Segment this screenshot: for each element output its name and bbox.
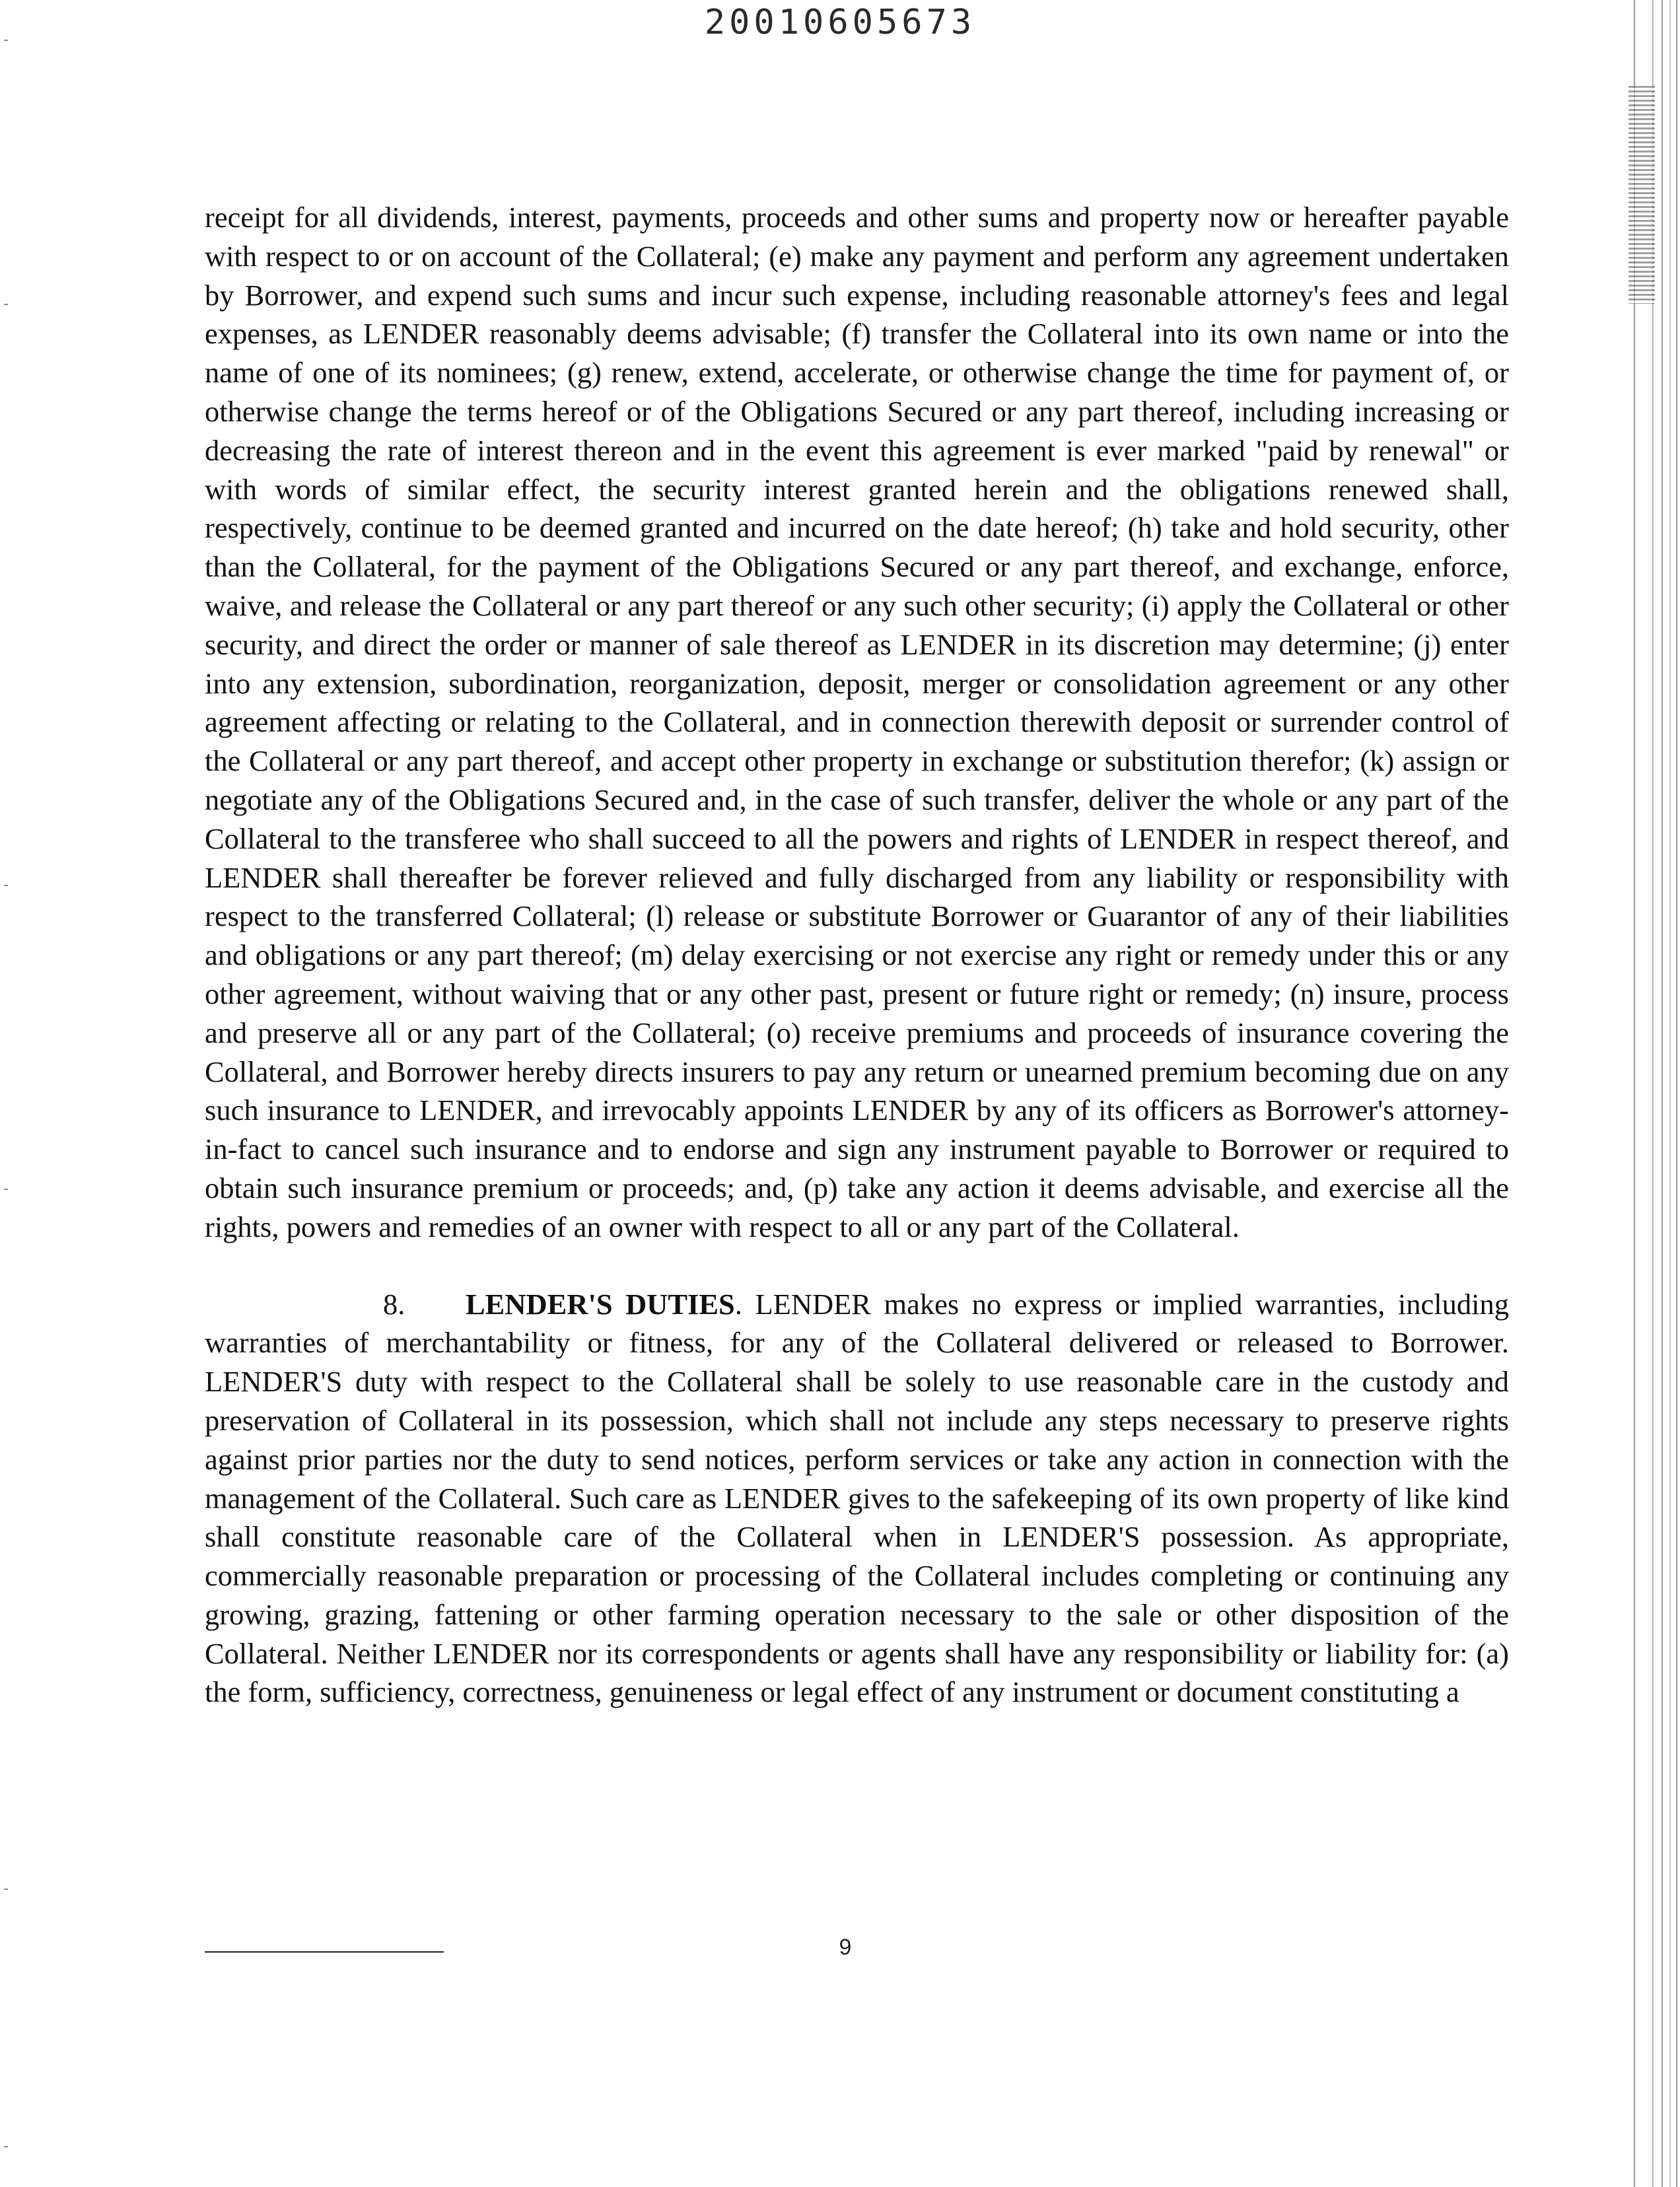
scan-stamp-mark bbox=[1628, 86, 1655, 304]
section-8-heading: LENDER'S DUTIES bbox=[466, 1287, 735, 1321]
page-number: 9 bbox=[839, 1935, 852, 1960]
paragraph-collateral-rights: receipt for all dividends, interest, payments, proceeds and other sums and property now or hereafter payable with respect to or on account of the Collateral; (e) make any payment and perform any agreement undertaken by Borrower, and expend such sums and incur such expense, including reasonable attorney's fees and legal expenses, as LENDER reasonably deems advisable; (f) transfer the Collateral into its own name or into the name of one of its nominees; (g) renew, extend, accelerate, or otherwise change the time for payment of, or otherwise change the terms hereof or of the Obligations Secured or any part thereof, including increasing or decreasing the rate of interest thereon and in the event this agreement is ever marked "paid by renewal" or with words of similar effect, the security interest granted herein and the obligations renewed shall, respectively, continue to be deemed granted and incurred on the date hereof; (h) take and hold security, other than the Collateral, for the payment of the Obligations Secured or any part thereof, and exchange, enforce, waive, and release the Collateral or any part thereof or any such other security; (i) apply the Collateral or other security, and direct the order or manner of sale thereof as LENDER in its discretion may determine; (j) enter into any extension, subordination, reorganization, deposit, merger or consolidation agreement or any other agreement affecting or relating to the Collateral, and in connection therewith deposit or surrender control of the Collateral or any part thereof, and accept other property in exchange or substitution therefor; (k) assign or negotiate any of the Obligations Secured and, in the case of such transfer, deliver the whole or any part of the Collateral to the transferee who shall succeed to all the powers and rights of LENDER in respect thereof, and LENDER shall thereafter be forever relieved and fully discharged from any liability or responsibility with respect to the transferred Collateral; (l) release or substitute Borrower or Guarantor of any of their liabilities and obligations or any part thereof; (m) delay exercising or not exercise any right or remedy under this or any other agreement, without waiving that or any other past, present or future right or remedy; (n) insure, process and preserve all or any part of the Collateral; (o) receive premiums and proceeds of insurance covering the Collateral, and Borrower hereby directs insurers to pay any return or unearned premium becoming due on any such insurance to LENDER, and irrevocably appoints LENDER by any of its officers as Borrower's attorney-in-fact to cancel such insurance and to endorse and sign any instrument payable to Borrower or required to obtain such insurance premium or proceeds; and, (p) take any action it deems advisable, and exercise all the rights, powers and remedies of an owner with respect to all or any part of the Collateral. bbox=[205, 201, 1509, 1243]
footnote-rule bbox=[205, 1951, 444, 1953]
document-body bbox=[205, 198, 1509, 1712]
section-8 bbox=[205, 1285, 1509, 1712]
scan-right-edge-artifacts bbox=[1621, 0, 1680, 2187]
scan-left-margin-marks bbox=[0, 0, 13, 2187]
document-number: 20010605673 bbox=[704, 3, 976, 42]
section-8-text: . LENDER makes no express or implied warranties, including warranties of merchantability or fitness, for any of the Collateral delivered or released to Borrower. LENDER'S duty with respect to the Collateral shall be solely to use reasonable care in the custody and preservation of Collateral in its possession, which shall not include any steps necessary to preserve rights against prior parties nor the duty to send notices, perform services or take any action in connection with the management of the Collateral. Such care as LENDER gives to the safekeeping of its own property of like kind shall constitute reasonable care of the Collateral when in LENDER'S possession. As appropriate, commercially reasonable preparation or processing of the Collateral includes completing or continuing any growing, grazing, fattening or other farming operation necessary to the sale or other disposition of the Collateral. Neither LENDER nor its correspondents or agents shall have any responsibility or liability for: (a) the form, sufficiency, correctness, genuineness or legal effect of any instrument or document constituting a bbox=[205, 1287, 1509, 1709]
section-8-number: 8. bbox=[383, 1287, 405, 1321]
